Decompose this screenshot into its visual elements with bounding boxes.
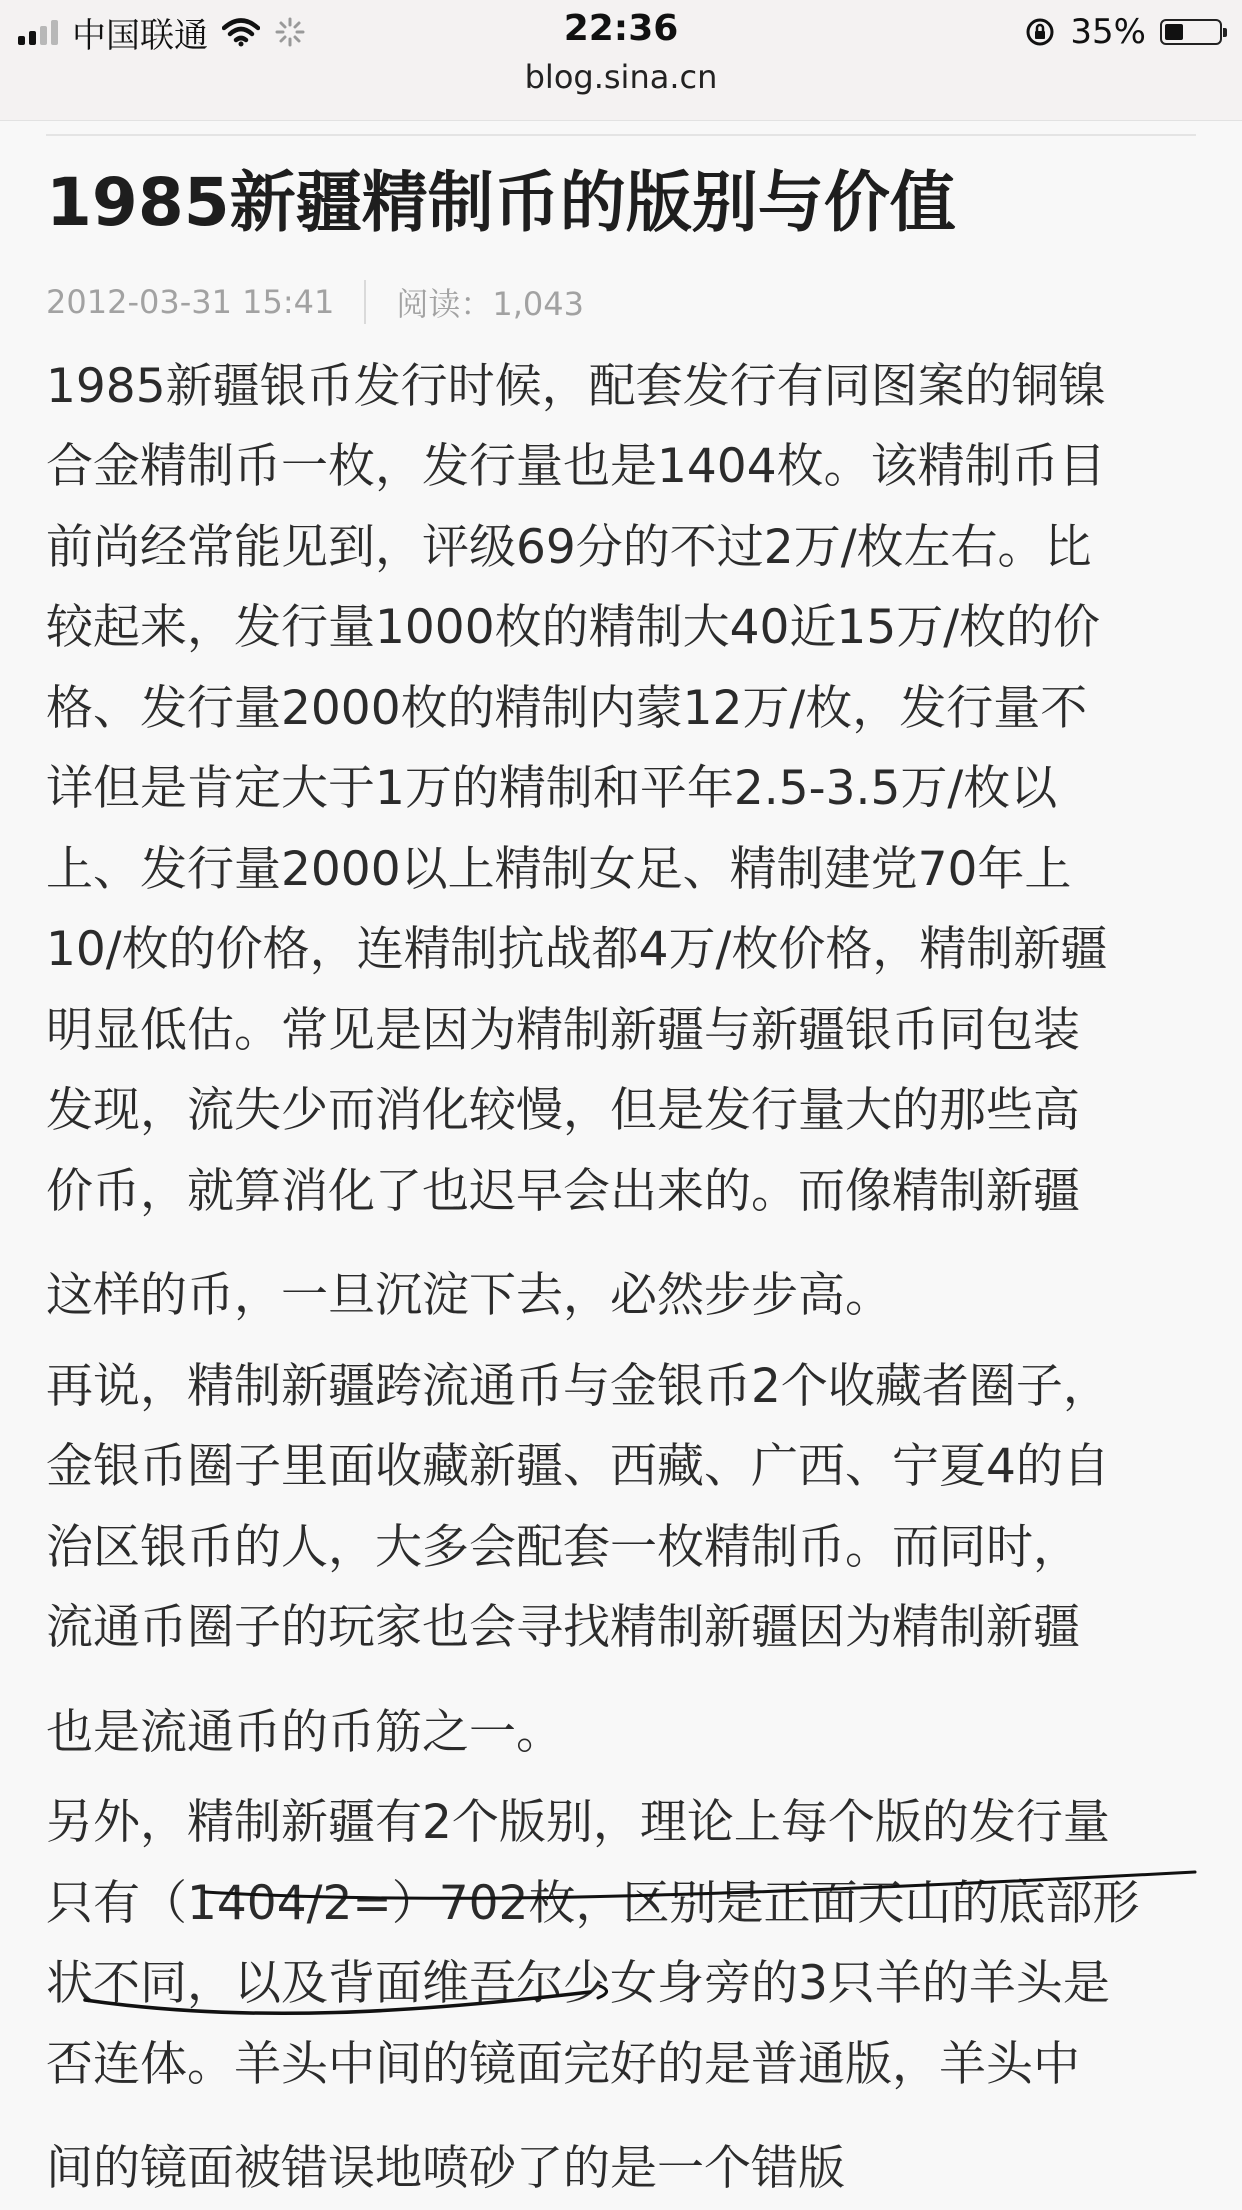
paragraph-line: 治区银币的人，大多会配套一枚精制币。而同时， [46, 1519, 1080, 1575]
paragraph-line: 只有（1404/2=）702枚，区别是正面天山的底部形 [46, 1875, 1140, 1931]
paragraph-line: 前尚经常能见到，评级69分的不过2万/枚左右。比 [46, 519, 1092, 575]
paragraph-line: 否连体。羊头中间的镜面完好的是普通版，羊头中 [46, 2036, 1080, 2092]
battery-level-fill [1165, 24, 1183, 40]
battery-percent: 35% [1070, 12, 1146, 52]
battery-icon [1160, 19, 1222, 45]
paragraph-line: 发现，流失少而消化较慢，但是发行量大的那些高 [46, 1083, 1080, 1138]
paragraph-line: 再说，精制新疆跨流通币与金银币2个收藏者圈子， [46, 1358, 1110, 1414]
read-count: 阅读：1,043 [396, 284, 584, 323]
carrier-name: 中国联通 [72, 15, 208, 56]
paragraph-line: 合金精制币一枚，发行量也是1404枚。该精制币目 [46, 439, 1106, 494]
paragraph-line: 也是流通币的币筋之一。 [46, 1704, 563, 1760]
paragraph-2 [46, 1347, 1196, 1774]
paragraph-line: 流通币圈子的玩家也会寻找精制新疆因为精制新疆 [46, 1600, 1080, 1655]
paragraph-line: 1985新疆银币发行时候，配套发行有同图案的铜镍 [46, 358, 1106, 414]
paragraph-line: 金银币圈子里面收藏新疆、西藏、广西、宁夏4的自 [46, 1439, 1110, 1494]
paragraph-line: 格、发行量2000枚的精制内蒙12万/枚，发行量不 [46, 680, 1088, 736]
rotation-lock-icon [1024, 16, 1056, 48]
article-title: 1985新疆精制币的版别与价值 [46, 164, 956, 241]
address-url[interactable]: blog.sina.cn [524, 58, 718, 96]
publish-date: 2012-03-31 15:41 [46, 282, 335, 321]
paragraph-1 [46, 347, 1196, 1337]
article-meta [46, 279, 1196, 325]
paragraph-3 [46, 1783, 1196, 2210]
meta-divider [364, 280, 366, 324]
paragraph-line: 这样的币，一旦沉淀下去，必然步步高。 [46, 1268, 892, 1323]
status-right [1024, 10, 1222, 54]
paragraph-line: 状不同，以及背面维吾尔少女身旁的3只羊的羊头是 [46, 1956, 1110, 2011]
top-divider [46, 134, 1196, 136]
paragraph-line: 10/枚的价格，连精制抗战都4万/枚价格，精制新疆 [46, 922, 1108, 977]
paragraph-line: 另外，精制新疆有2个版别，理论上每个版的发行量 [46, 1795, 1110, 1850]
paragraph-line: 价币，就算消化了也迟早会出来的。而像精制新疆 [46, 1163, 1080, 1219]
paragraph-line: 上、发行量2000以上精制女足、精制建党70年上 [46, 841, 1072, 897]
article [46, 134, 1196, 2210]
status-bar [0, 0, 1242, 121]
paragraph-line: 较起来，发行量1000枚的精制大40近15万/枚的价 [46, 600, 1101, 655]
clock-time: 22:36 [563, 8, 679, 49]
paragraph-line: 明显低估。常见是因为精制新疆与新疆银币同包装 [46, 1002, 1080, 1058]
paragraph-line: 间的镜面被错误地喷砂了的是一个错版 [46, 2141, 845, 2196]
paragraph-line: 详但是肯定大于1万的精制和平年2.5-3.5万/枚以 [46, 761, 1058, 816]
